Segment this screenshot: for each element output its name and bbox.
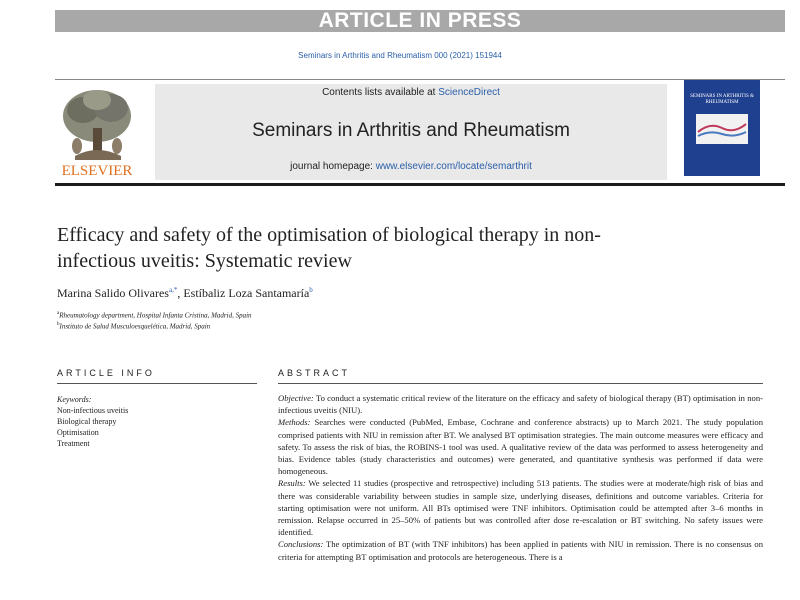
author-line xyxy=(57,286,313,301)
article-info-heading: ARTICLE INFO xyxy=(57,368,155,378)
abstract-conclusions xyxy=(278,538,763,562)
affiliation-b xyxy=(57,322,210,330)
author-affil-marker[interactable]: b xyxy=(309,286,313,294)
section-label: Conclusions: xyxy=(278,539,324,550)
journal-title: Seminars in Arthritis and Rheumatism xyxy=(252,120,570,141)
section-label: Objective: xyxy=(278,393,314,403)
abstract-results xyxy=(278,477,763,538)
author-name[interactable]: Marina Salido Olivares xyxy=(57,286,169,300)
journal-header-box xyxy=(155,84,667,180)
homepage-line xyxy=(155,161,667,172)
keyword: Non-infectious uveitis xyxy=(57,406,129,415)
article-in-press-banner: ARTICLE IN PRESS xyxy=(55,10,785,32)
abstract-heading: ABSTRACT xyxy=(278,368,351,378)
section-text: To conduct a systematic critical review of the literature on the efficacy and safety of biological therapy (BT) optimisation in non-infectious uveitis (NIU). xyxy=(278,393,763,416)
affil-marker: b xyxy=(57,322,60,327)
elsevier-logo xyxy=(55,84,140,179)
affil-text: Rheumatology department, Hospital Infanta Cristina, Madrid, Spain xyxy=(59,311,252,320)
author-separator: , xyxy=(177,286,184,300)
article-title: Efficacy and safety of the optimisation of biological therapy in non-infectious uveitis: Systematic review xyxy=(57,224,601,272)
journal-homepage-link[interactable]: www.elsevier.com/locate/semarthrit xyxy=(375,161,532,172)
journal-citation-link[interactable]: Seminars in Arthritis and Rheumatism 000 (2021) 151944 xyxy=(298,51,502,60)
sciencedirect-link[interactable]: ScienceDirect xyxy=(438,87,500,98)
abstract-body xyxy=(278,392,763,563)
section-text: Searches were conducted (PubMed, Embase, Cochrane and conference abstracts) up to March 2021. The study population comprised patients with NIU in remission after BT. We analysed BT optimisation strategies. The main outcome measures were efficacy and safety. To assess the risk of bias, the ROBINS-1 tool was used. A qualitative review of the data was performed to assess heterogeneity and bias. Evidence tables (study characteristics and outcomes) were generated, and quantitative synthesis was performed if data were homogeneous. xyxy=(278,417,763,477)
keywords-block xyxy=(57,394,128,449)
abstract-rule xyxy=(278,383,763,384)
cover-title: SEMINARS IN ARTHRITIS & RHEUMATISM xyxy=(690,94,754,105)
article-info-rule xyxy=(57,383,257,384)
keyword: Treatment xyxy=(57,439,90,448)
header-divider xyxy=(55,79,785,80)
affiliation-a xyxy=(57,311,252,319)
keyword: Biological therapy xyxy=(57,417,117,426)
affil-marker: a xyxy=(57,311,60,316)
keywords-label: Keywords: xyxy=(57,395,92,404)
section-label: Methods: xyxy=(278,417,311,428)
author-name[interactable]: Estíbaliz Loza Santamaría xyxy=(183,286,310,300)
header-bottom-rule xyxy=(55,183,785,186)
contents-prefix: Contents lists available at xyxy=(322,87,439,98)
contents-line xyxy=(155,87,667,98)
section-text: We selected 11 studies (prospective and retrospective) including 513 patients. The studies were at moderate/high risk of bias and there was considerable variability between studies in sample size, underlying diseases, definitions and outcome variables. Criteria for starting optimisation were not uniform. All BTs optimised were TNF inhibitors. Optimisation could be attempted after 3–6 months in remission. Relapse occurred in 25–50% of patients but was controlled after dose re-escalation or BT switching. No safety issues were identified. xyxy=(278,478,763,538)
cover-figure xyxy=(696,114,748,144)
journal-cover-thumbnail xyxy=(684,80,760,176)
homepage-prefix: journal homepage: xyxy=(290,161,376,172)
elsevier-wordmark: ELSEVIER xyxy=(61,163,133,179)
keyword: Optimisation xyxy=(57,428,99,437)
abstract-objective xyxy=(278,392,763,416)
abstract-methods xyxy=(278,416,763,477)
affil-text: Instituto de Salud Musculoesquelética, Madrid, Spain xyxy=(59,322,211,331)
section-text: The optimization of BT (with TNF inhibitors) has been applied in patients with NIU in remission. There is no consensus on criteria for attempting BT optimisation and protocols are heterogeneous. There is a xyxy=(278,539,763,562)
author-affil-marker[interactable]: a,* xyxy=(168,286,178,294)
section-label: Results: xyxy=(278,478,306,489)
